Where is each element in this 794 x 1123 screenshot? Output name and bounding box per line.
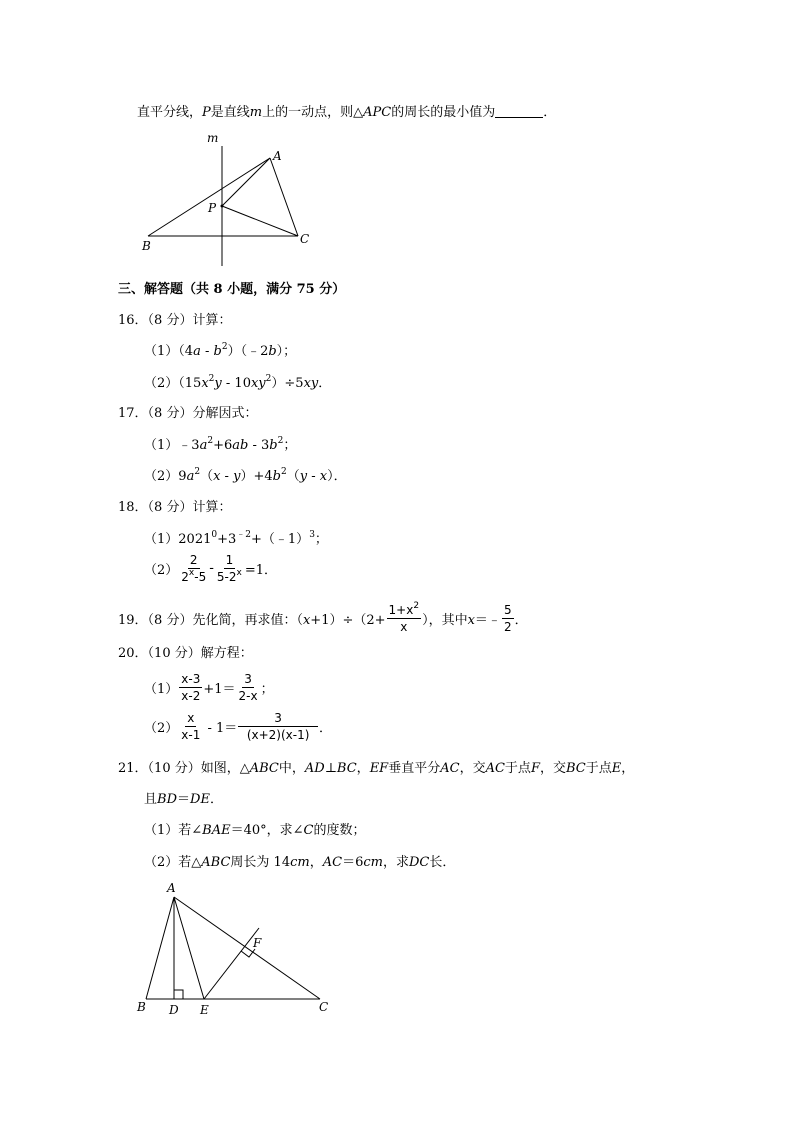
- segment-PC: [222, 206, 298, 236]
- segment-AB: [146, 897, 174, 999]
- section-title: 三、解答题（共 8 小题，满分 75 分）: [118, 282, 346, 297]
- q21-part1: （1）若∠BAE＝40°，求∠C的度数；: [144, 823, 366, 838]
- q21-part2: （2）若△ABC周长为 14cm，AC＝6cm，求DC长．: [144, 855, 456, 870]
- q21-line2: 且BD＝DE．: [144, 792, 223, 807]
- label-C: C: [319, 1000, 329, 1014]
- q18-head: 18．（8 分）计算：: [118, 500, 232, 515]
- segment-AC: [270, 158, 298, 236]
- label-B: B: [137, 1000, 146, 1014]
- q18-part2: （2） $\frac{2}{2^x-5}$ - $\frac{1}{5-2^x}$ =1．: [144, 553, 278, 584]
- q19-line: 19．（8 分）先化简，再求值：（x+1）÷（2+ $\frac{1+x^2}{x}$ ），其中x＝﹣ $\frac{5}{2}$ ．: [118, 601, 528, 634]
- q18-fraction-2: $\frac{1}{5-2^x}$: [216, 553, 242, 584]
- q19-value-fraction: $\frac{5}{2}$: [503, 603, 512, 634]
- q15-tail-text: 直平分线，P是直线m上的一动点，则△APC的周长的最小值为 ．: [137, 105, 557, 120]
- label-D: D: [169, 1003, 179, 1017]
- q17-part1: $(1)﹣3a^2+6ab - 3b^2$；: [144, 436, 297, 453]
- q21-line1: 21．（10 分）如图，△ABC中，AD⊥BC，EF垂直平分AC，交AC于点F，交BC于点E，: [118, 761, 635, 776]
- label-E: E: [200, 1003, 209, 1017]
- label-A: A: [273, 149, 282, 163]
- q17-part2: $(2)9a^2(x - y)+4b^2(y - x)$．: [144, 467, 347, 484]
- q18-part1: $(1)2021^0+3^{﹣2}+(﹣1)^3$；: [144, 530, 328, 547]
- segment-BA: [148, 158, 270, 236]
- segment-AC: [174, 897, 320, 999]
- q20-fraction-1: $\frac{x-3}{x-2}$: [181, 672, 201, 703]
- figure-apc-triangle: [130, 128, 320, 268]
- label-A: A: [167, 881, 176, 895]
- q18-fraction-1: $\frac{2}{2^x-5}$: [181, 553, 207, 584]
- q20-fraction-4: $\frac{3}{(x+2)(x-1)}$: [238, 711, 318, 742]
- q20-part2: （2） $\frac{x}{x-1}$ - 1＝ $\frac{3}{(x+2)(x-1)}$ ．: [144, 711, 332, 742]
- label-B: B: [142, 239, 151, 253]
- q16-part1: $(1)(4a - b^2)(﹣2b)$；: [144, 342, 297, 359]
- segment-PA: [222, 158, 270, 206]
- answer-blank: [495, 105, 543, 118]
- q20-head: 20．（10 分）解方程：: [118, 646, 253, 661]
- label-P: P: [208, 201, 217, 215]
- q17-head: 17．（8 分）分解因式：: [118, 406, 258, 421]
- q20-part1: （1） $\frac{x-3}{x-2}$ +1＝ $\frac{3}{2-x}$ ；: [144, 672, 274, 703]
- segment-AE: [174, 897, 204, 999]
- figure-abc-triangle: [130, 878, 340, 1018]
- q19-fraction: $\frac{1+x^2}{x}$: [388, 601, 420, 634]
- q16-part2: $(2)(15x^2y - 10xy^2)\div 5xy$．: [144, 374, 332, 391]
- label-F: F: [253, 936, 262, 950]
- right-angle-mark-F: [241, 949, 255, 957]
- right-angle-mark-D: [174, 990, 183, 999]
- q20-fraction-2: $\frac{3}{2-x}$: [238, 672, 258, 703]
- label-m: m: [207, 131, 219, 145]
- q20-fraction-3: $\frac{x}{x-1}$: [181, 711, 201, 742]
- q16-head: 16．（8 分）计算：: [118, 313, 232, 328]
- label-C: C: [300, 232, 310, 246]
- perpendicular-EF: [204, 928, 259, 999]
